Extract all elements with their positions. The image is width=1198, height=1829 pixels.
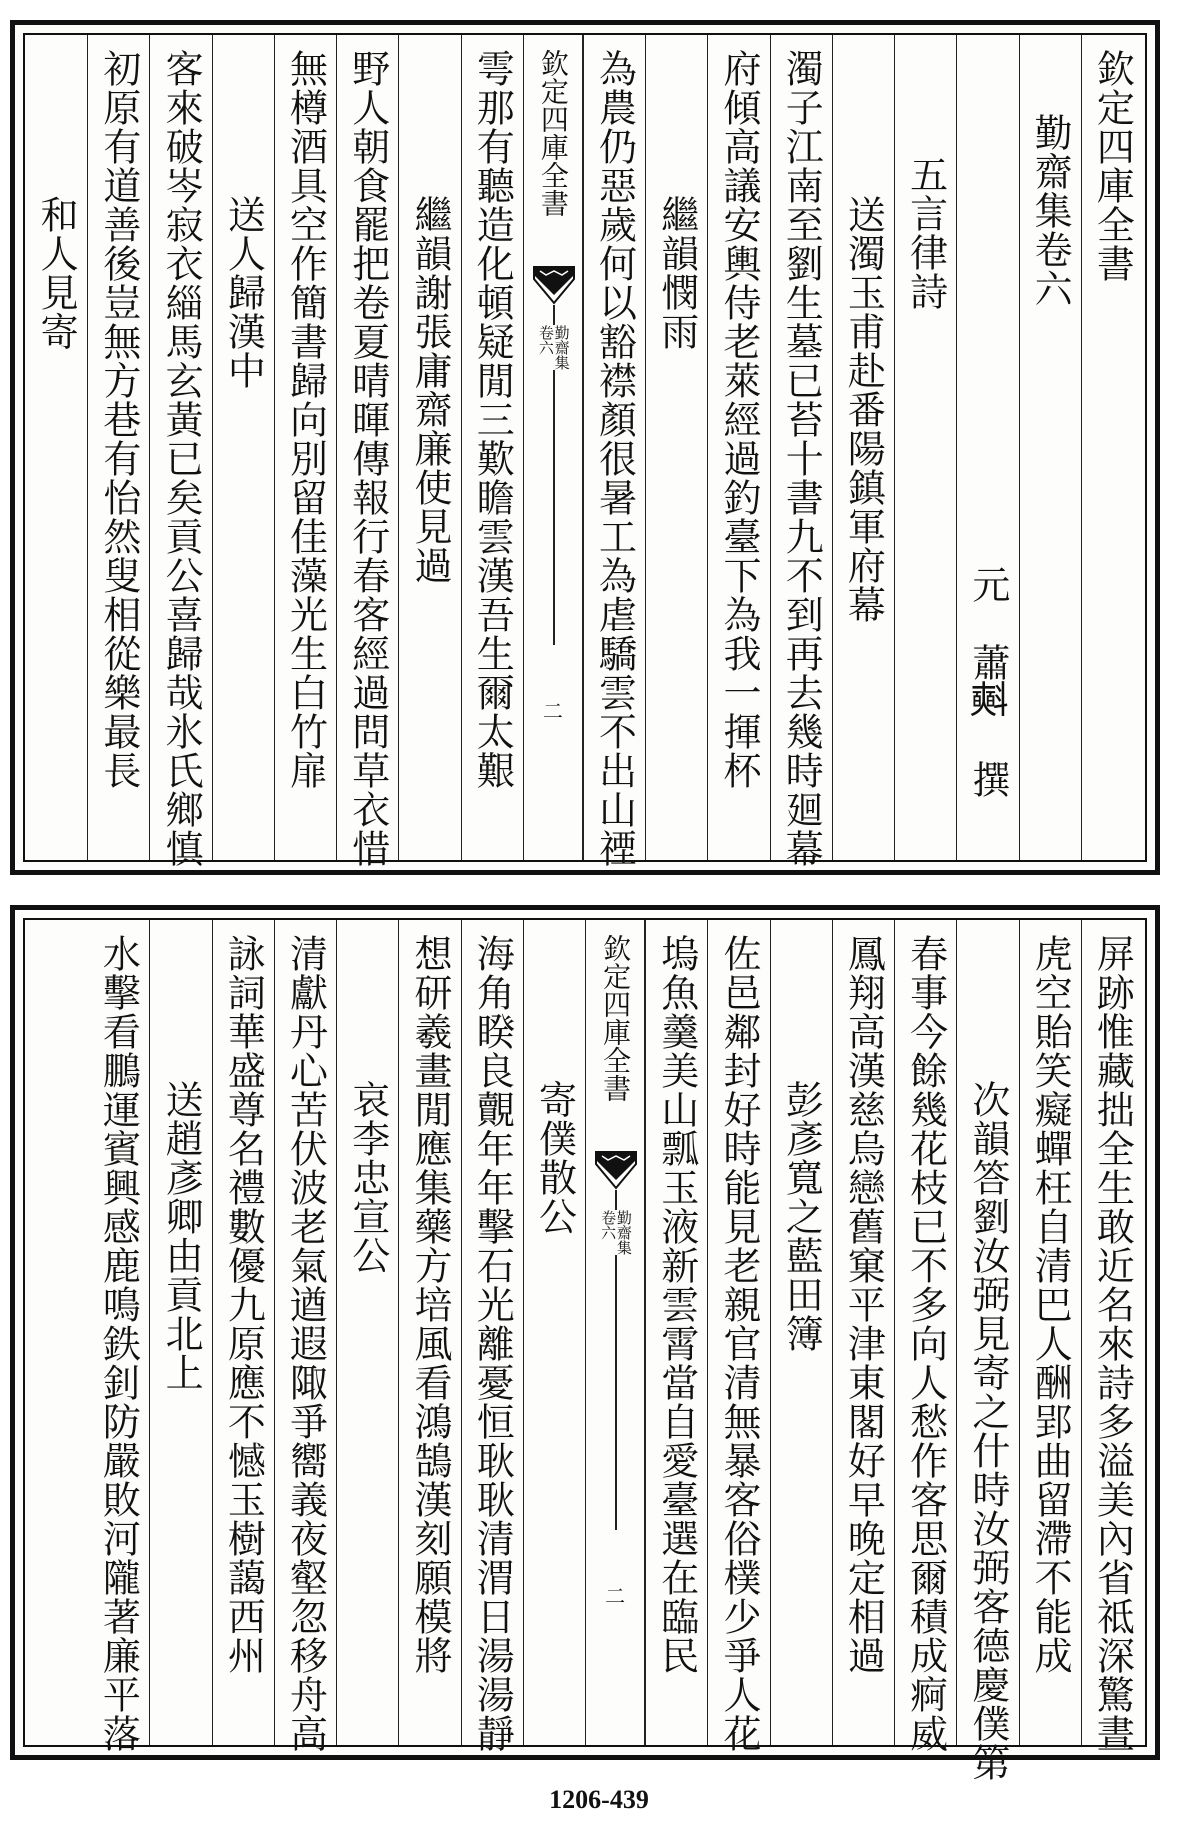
bottom_page-left-column-3 [336,920,398,1745]
top_page-right-column-3 [894,35,956,860]
top_page-right-column-7 [645,35,707,860]
center-fold [585,920,645,1745]
column-text: 春事今餘幾花枝已不多向人愁作客思爾積成痾威 [903,934,948,1753]
top_page-left-column-2 [336,35,398,868]
center-fold [523,35,583,860]
column-text: 無樽酒具空作簡書歸向別留佳藻光生白竹扉 [283,49,328,790]
bottom_page-right-column-5 [770,920,832,1745]
top_page-right-column-0 [1081,35,1143,860]
top_page-left-column-4 [212,35,274,860]
column-text: 繼韻憫雨 [654,195,699,351]
fold-page-number: 二 [543,695,563,724]
bottom-page [10,905,1160,1782]
column-text: 想研羲畫閒應集藥方培風看鴻鵠漢刻願模將 [408,934,453,1675]
bottom_page-left-column-6 [149,920,211,1745]
column-text: 府傾高議安輿侍老萊經過釣臺下為我一揮杯 [716,49,761,790]
top-page [10,20,1160,875]
fold-book-label [537,325,569,370]
column-text: 和人見寄 [34,195,79,351]
fold-title: 欽定四庫全書 [536,49,570,217]
bottom_page-right-column-3 [894,920,956,1753]
fishtail-mark-icon [532,265,576,305]
bottom_page-left-column-1 [461,920,523,1753]
column-text: 鳳翔高漢慈烏戀舊窠平津東閣好早晚定相過 [841,934,886,1675]
bottom_page-right-column-1 [1019,920,1081,1745]
column-text: 客來破岑寂衣緇馬玄黃已矣貢公喜歸哉氷氏鄉慎 [159,49,204,868]
column-text: 為農仍惡歲何以豁襟顏很暑工為虐驕雲不出山禋 [592,49,637,868]
column-text: 勤齋集卷六 [1028,113,1073,308]
column-text: 元 蕭𣂏 撰 [965,565,1010,799]
bottom_page-left-column-0 [523,920,585,1745]
top_page-left-column-0 [461,35,523,860]
top_page-right-column-8 [583,35,645,868]
fold-book-label [599,1210,631,1255]
bottom_page-left-column-2 [398,920,460,1745]
column-text: 屏跡惟藏拙全生敢近名來詩多溢美內省祗深驚晝 [1090,934,1135,1753]
column-text: 繼韻謝張庸齋廉使見過 [408,195,453,585]
column-text: 欽定四庫全書 [1090,49,1135,283]
bottom_page-left-column-7 [87,920,149,1753]
fold-book-title: 勤齋集 [614,1210,633,1255]
fold-book-title: 勤齋集 [552,325,571,370]
column-text: 濁子江南至劉生墓已苔十書九不到再去幾時廻幕 [779,49,824,868]
bottom_page-right-column-0 [1081,920,1143,1753]
bottom_page-right-column-7 [645,920,707,1745]
fold-volume: 卷六 [536,325,555,355]
fold-volume: 卷六 [599,1210,618,1240]
column-text: 寄僕散公 [532,1080,577,1236]
top_page-left-column-3 [274,35,336,860]
bottom_page-right-column-2 [956,920,1018,1782]
fishtail-mark-icon [594,1150,638,1190]
column-text: 野人朝食罷把卷夏晴暉傳報行春客經過問草衣惜 [345,49,390,868]
top_page-left-column-6 [87,35,149,860]
column-text: 彭彥寬之藍田簿 [779,1080,824,1353]
top_page-right-column-5 [770,35,832,868]
column-text: 五言律詩 [903,155,948,311]
top_page-right-column-2 [956,35,1018,860]
bottom_page-left-column-4 [274,920,336,1753]
column-text: 海角睽良覿年年擊石光離憂恒耿耿清渭日湯湯靜 [470,934,515,1753]
top-page-frame [23,33,1147,868]
top_page-left-column-5 [149,35,211,868]
column-text: 水擊看鵬運賓興感鹿鳴鉄釗防嚴敗河隴著廉平落 [96,934,141,1753]
column-text: 送趙彥卿由貢北上 [159,1080,204,1392]
top_page-right-column-6 [707,35,769,860]
column-text: 雩那有聽造化頓疑閒三歎瞻雲漢吾生爾太艱 [470,49,515,790]
fold-title: 欽定四庫全書 [599,934,633,1102]
bottom-page-frame [23,918,1147,1782]
column-text: 清獻丹心苦伏波老氣遒遐陬爭嚮義夜壑忽移舟高 [283,934,328,1753]
column-text: 次韻答劉汝弼見寄之什時汝弼客德慶僕第 [965,1080,1010,1782]
page-number: 1206-439 [549,1785,649,1814]
column-text: 虎空貽笑癡蟬枉自清巴人酬郢曲留滯不能成 [1028,934,1073,1675]
column-text: 送人歸漢中 [221,195,266,390]
bottom_page-left-column-5 [212,920,274,1745]
top_page-left-column-7 [25,35,87,860]
column-text: 哀李忠宣公 [345,1080,390,1275]
bottom_page-right-column-4 [832,920,894,1745]
column-text: 塢魚羹美山瓢玉液新雲霄當自愛臺選在臨民 [654,934,699,1675]
fold-page-number: 二 [605,1580,625,1609]
top_page-right-column-1 [1019,35,1081,860]
column-text: 佐邑鄰封好時能見老親官清無暴客俗樸少爭人花 [716,934,761,1753]
column-text: 送濁玉甫赴番陽鎮軍府幕 [841,195,886,624]
column-text: 詠詞華盛尊名禮數優九原應不憾玉樹藹西州 [221,934,266,1675]
bottom_page-right-column-6 [707,920,769,1753]
top_page-right-column-4 [832,35,894,860]
column-text: 初原有道善後豈無方巷有怡然叟相從樂最長 [96,49,141,790]
top_page-left-column-1 [398,35,460,860]
